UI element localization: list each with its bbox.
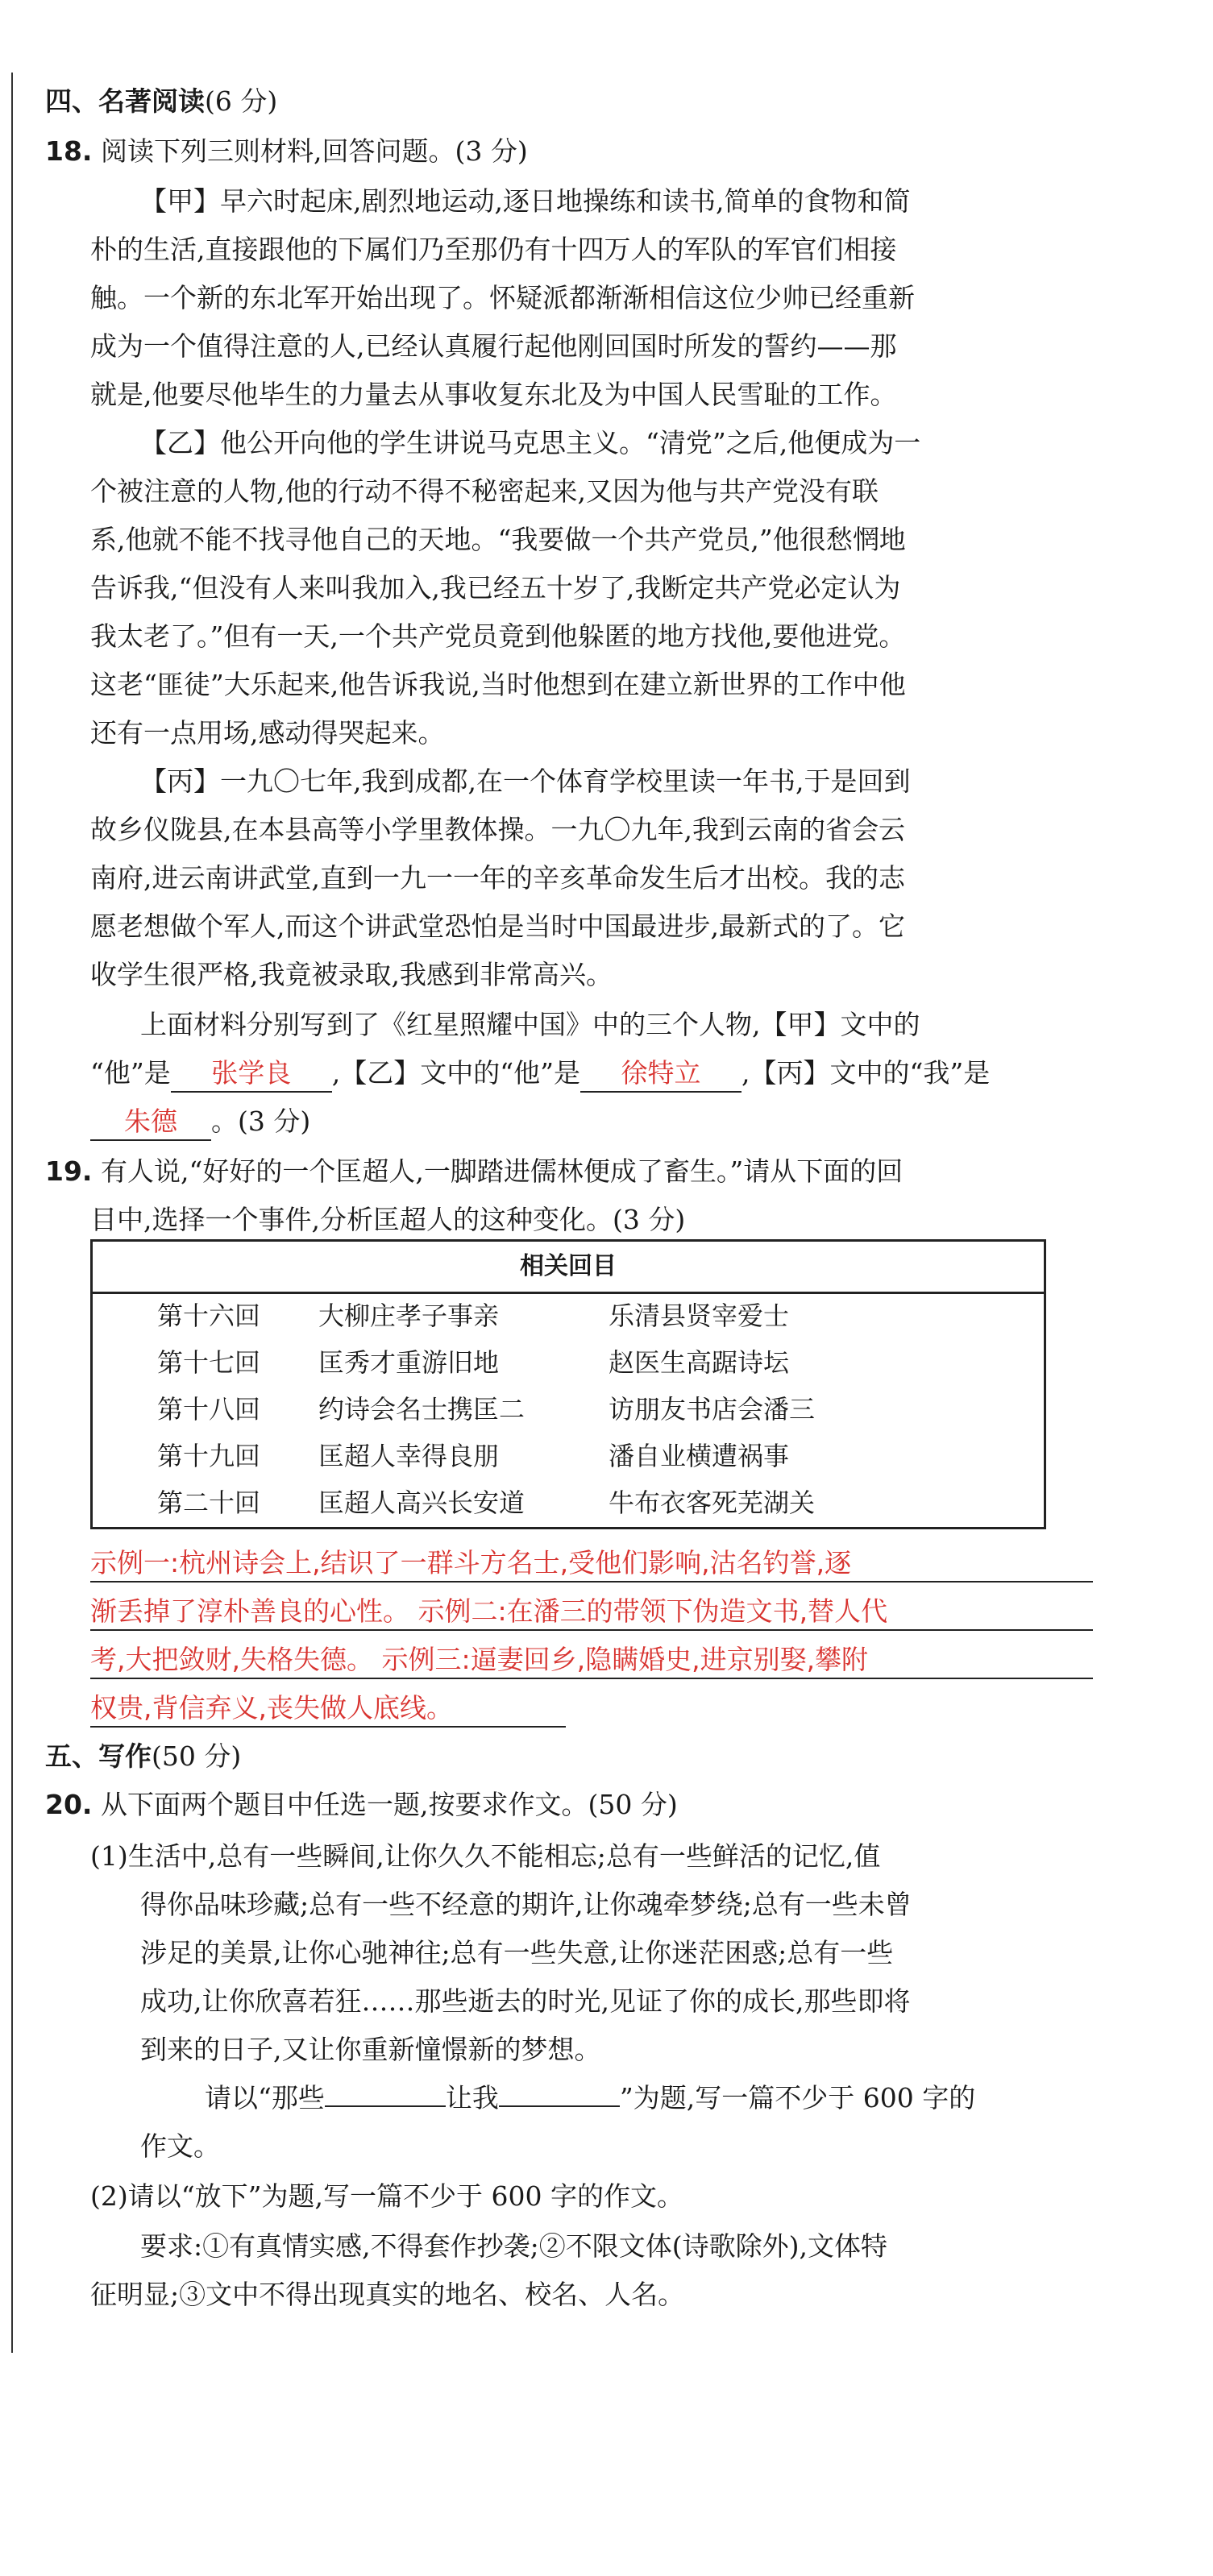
chapter-number: 第十八回	[157, 1394, 261, 1425]
question-20-number: 20.	[45, 1789, 93, 1820]
requirements-line: 要求:①有真情实感,不得套作抄袭;②不限文体(诗歌除外),文体特	[140, 2230, 887, 2262]
passage-yi-line: 这老“匪徒”大乐起来,他告诉我说,当时他想到在建立新世界的工作中他	[90, 669, 906, 700]
question-18-number: 18.	[45, 135, 93, 167]
task-text-c: ”为题,写一篇不少于 600 字的	[619, 2082, 976, 2113]
chapter-number: 第十七回	[157, 1347, 261, 1378]
question-20-prompt	[45, 1787, 678, 1823]
passage-jia-line: 就是,他要尽他毕生的力量去从事收复东北及为中国人民雪耻的工作。	[90, 379, 897, 410]
chapter-title-a: 匡超人高兴长安道	[318, 1487, 525, 1518]
question-18-score: 。(3 分)	[211, 1105, 311, 1137]
chapter-number: 第十九回	[157, 1441, 261, 1471]
chapter-title-a: 匡秀才重游旧地	[318, 1347, 500, 1378]
answer-blank-yi[interactable]: 徐特立	[580, 1056, 742, 1093]
passage-yi-line: 我太老了。”但有一天,一个共产党员竟到他躲匿的地方找他,要他进党。	[90, 620, 906, 652]
chapter-title-a: 约诗会名士携匡二	[318, 1394, 525, 1425]
question-18-prompt	[45, 134, 528, 169]
section-5-score: (50 分)	[152, 1740, 242, 1772]
chapter-title-b: 潘自业横遭祸事	[609, 1441, 790, 1471]
table-row	[157, 1346, 789, 1379]
passage-jia-line: 朴的生活,直接跟他的下属们乃至那仍有十四万人的军队的军官们相接	[90, 234, 897, 265]
passage-bing-line: 南府,进云南讲武堂,直到一九一一年的辛亥革命发生后才出校。我的志	[90, 862, 905, 894]
question-18-fill-line	[90, 1056, 990, 1093]
passage-yi-line: 还有一点用场,感动得哭起来。	[90, 717, 445, 749]
passage-bing-line: 收学生很严格,我竟被录取,我感到非常高兴。	[90, 959, 613, 990]
passage-jia-line: 成为一个值得注意的人,已经认真履行起他刚回国时所发的誓约——那	[90, 330, 897, 362]
passage-bing-line: 愿老想做个军人,而这个讲武堂恐怕是当时中国最进步,最新式的了。它	[90, 911, 905, 942]
fill-label-jia: “他”是	[90, 1057, 171, 1089]
title-blank-2[interactable]	[499, 2105, 620, 2107]
chapter-table-title: 相关回目	[93, 1242, 1044, 1294]
option-1-line: 成功,让你欣喜若狂……那些逝去的时光,见证了你的成长,那些即将	[140, 1985, 911, 2017]
passage-bing-line: 【丙】一九〇七年,我到成都,在一个体育学校里读一年书,于是回到	[140, 765, 911, 797]
section-4-score: (6 分)	[205, 85, 278, 117]
table-row	[157, 1440, 789, 1472]
table-row	[157, 1487, 815, 1519]
fill-label-yi: ,【乙】文中的“他”是	[331, 1057, 580, 1089]
passage-yi-line: 告诉我,“但没有人来叫我加入,我已经五十岁了,我断定共产党必定认为	[90, 572, 901, 604]
section-4-title: 四、名著阅读	[45, 85, 205, 117]
question-19-answer-line[interactable]: 渐丢掉了淳朴善良的心性。 示例二:在潘三的带领下伪造文书,替人代	[90, 1594, 1093, 1631]
fill-label-bing: ,【丙】文中的“我”是	[741, 1057, 991, 1089]
question-19-prompt	[45, 1154, 903, 1189]
table-row	[157, 1300, 789, 1332]
section-5-heading	[45, 1739, 241, 1774]
section-4-heading	[45, 84, 277, 119]
question-19-number: 19.	[45, 1155, 93, 1187]
question-19-answer-line[interactable]: 示例一:杭州诗会上,结识了一群斗方名士,受他们影响,沽名钓誉,逐	[90, 1545, 1093, 1583]
chapter-title-b: 赵医生高踞诗坛	[609, 1347, 790, 1378]
passage-yi-line: 个被注意的人物,他的行动不得不秘密起来,又因为他与共产党没有联	[90, 475, 879, 507]
option-1-line: (1)生活中,总有一些瞬间,让你久久不能相忘;总有一些鲜活的记忆,值	[90, 1840, 881, 1872]
question-18-text: 阅读下列三则材料,回答问题。(3 分)	[100, 135, 528, 167]
question-19-prompt-cont: 目中,选择一个事件,分析匡超人的这种变化。(3 分)	[90, 1204, 686, 1235]
passage-bing-line: 故乡仪陇县,在本县高等小学里教体操。一九〇九年,我到云南的省会云	[90, 814, 905, 845]
option-1-line: 涉足的美景,让你心驰神往;总有一些失意,让你迷茫困惑;总有一些	[140, 1937, 894, 1968]
left-margin-rule	[11, 73, 13, 2353]
chapter-title-b: 牛布衣客死芜湖关	[609, 1487, 816, 1518]
option-1-task-end: 作文。	[140, 2130, 220, 2162]
passage-jia-line: 【甲】早六时起床,剧烈地运动,逐日地操练和读书,简单的食物和简	[140, 185, 911, 217]
answer-blank-bing[interactable]: 朱德	[90, 1104, 211, 1141]
question-19-text: 有人说,“好好的一个匡超人,一脚踏进儒林便成了畜生。”请从下面的回	[100, 1155, 904, 1187]
option-1-line: 到来的日子,又让你重新憧憬新的梦想。	[140, 2034, 601, 2065]
chapter-title-a: 匡超人幸得良朋	[318, 1441, 500, 1471]
task-text-b: 让我	[445, 2082, 499, 2113]
table-row	[157, 1393, 815, 1425]
title-blank-1[interactable]	[325, 2105, 446, 2107]
passage-yi-line: 【乙】他公开向他的学生讲说马克思主义。“清党”之后,他便成为一	[140, 427, 921, 458]
question-19-answer-line[interactable]: 权贵,背信弃义,丧失做人底线。	[90, 1690, 566, 1728]
task-text-a: 请以“那些	[205, 2082, 325, 2113]
question-18-fill-intro: 上面材料分别写到了《红星照耀中国》中的三个人物,【甲】文中的	[140, 1009, 920, 1040]
option-1-task	[205, 2080, 975, 2116]
requirements-line: 征明显;③文中不得出现真实的地名、校名、人名。	[90, 2279, 685, 2310]
answer-blank-jia[interactable]: 张学良	[171, 1056, 332, 1093]
option-1-line: 得你品味珍藏;总有一些不经意的期许,让你魂牵梦绕;总有一些未曾	[140, 1889, 912, 1920]
chapter-number: 第十六回	[157, 1300, 261, 1331]
question-18-fill-end	[90, 1104, 310, 1141]
section-5-title: 五、写作	[45, 1740, 152, 1772]
chapter-title-b: 访朋友书店会潘三	[609, 1394, 816, 1425]
passage-jia-line: 触。一个新的东北军开始出现了。怀疑派都渐渐相信这位少帅已经重新	[90, 282, 915, 313]
chapter-title-a: 大柳庄孝子事亲	[318, 1300, 500, 1331]
chapter-number: 第二十回	[157, 1487, 261, 1518]
chapter-title-b: 乐清县贤宰爱士	[609, 1300, 790, 1331]
question-20-text: 从下面两个题目中任选一题,按要求作文。(50 分)	[100, 1789, 678, 1820]
chapter-table	[90, 1239, 1046, 1529]
question-19-answer-line[interactable]: 考,大把敛财,失格失德。 示例三:逼妻回乡,隐瞒婚史,进京别娶,攀附	[90, 1642, 1093, 1679]
passage-yi-line: 系,他就不能不找寻他自己的天地。“我要做一个共产党员,”他很愁惘地	[90, 524, 906, 555]
option-2-line: (2)请以“放下”为题,写一篇不少于 600 字的作文。	[90, 2180, 683, 2212]
